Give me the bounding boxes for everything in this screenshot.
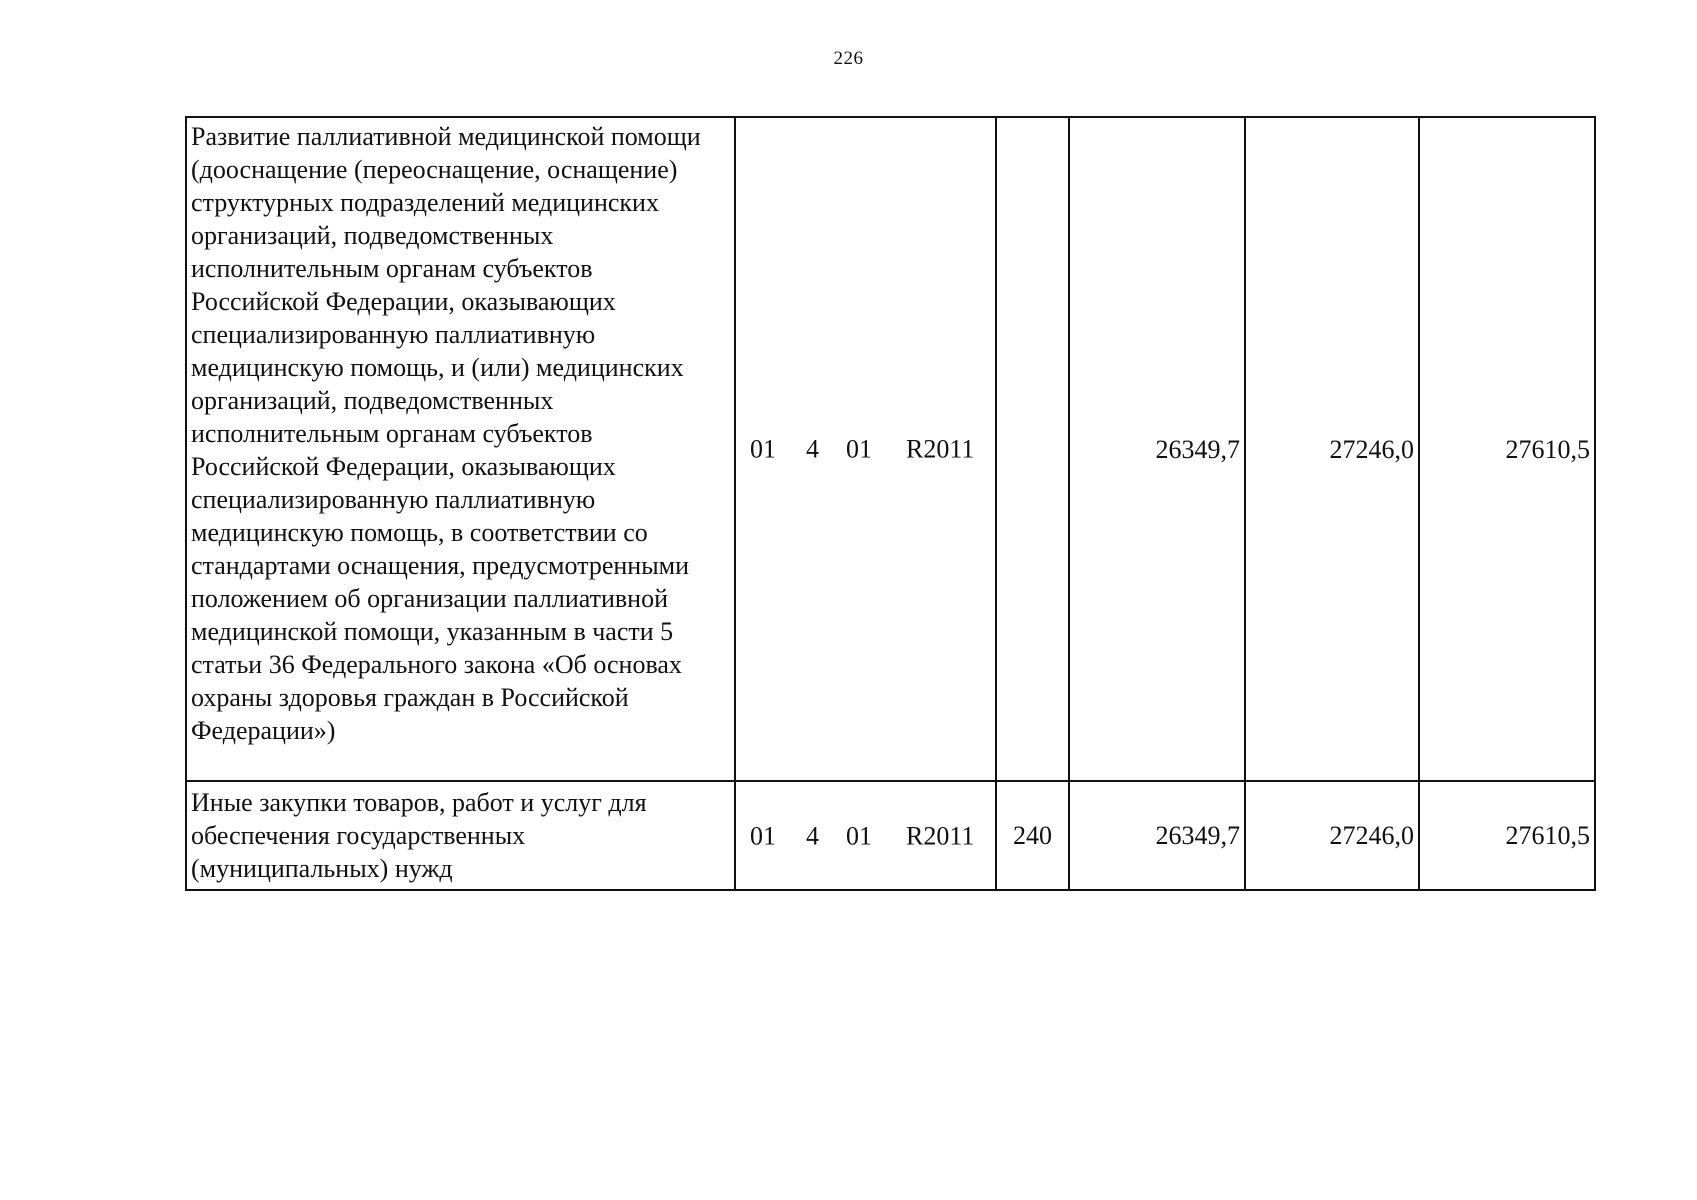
name-line: статьи 36 Федерального закона «Об основах bbox=[191, 650, 682, 679]
name-line: исполнительным органам субъектов bbox=[191, 254, 593, 283]
name-line: структурных подразделений медицинских bbox=[191, 188, 659, 217]
target-article-cell bbox=[735, 117, 996, 781]
direction-code: R2011 bbox=[906, 821, 975, 850]
table-row bbox=[186, 117, 1595, 781]
subprogram-code: 4 bbox=[806, 434, 819, 464]
target-article-cell bbox=[735, 781, 996, 890]
program-code: 01 bbox=[750, 821, 776, 850]
budget-table bbox=[185, 116, 1596, 891]
name-line: (дооснащение (переоснащение, оснащение) bbox=[191, 155, 678, 184]
name-line: стандартами оснащения, предусмотренными bbox=[191, 551, 690, 580]
name-line: Развитие паллиативной медицинской помощи bbox=[191, 122, 701, 151]
name-line: обеспечения государственных bbox=[191, 821, 526, 850]
row-name-cell bbox=[186, 117, 735, 781]
name-line: медицинскую помощь, в соответствии со bbox=[191, 518, 648, 547]
name-line: исполнительным органам субъектов bbox=[191, 419, 593, 448]
row-name-cell bbox=[186, 781, 735, 890]
main-event-code: 01 bbox=[846, 821, 872, 850]
subprogram-code: 4 bbox=[806, 821, 819, 850]
name-line: организаций, подведомственных bbox=[191, 386, 554, 415]
name-line: положением об организации паллиативной bbox=[191, 584, 668, 613]
expense-type-cell: 240 bbox=[996, 781, 1069, 890]
name-line: Российской Федерации, оказывающих bbox=[191, 452, 616, 481]
name-line: организаций, подведомственных bbox=[191, 221, 554, 250]
main-event-code: 01 bbox=[846, 434, 872, 464]
amount-1-cell: 26349,7 bbox=[1069, 117, 1245, 781]
name-line: медицинскую помощь, и (или) медицинских bbox=[191, 353, 684, 382]
name-line: специализированную паллиативную bbox=[191, 485, 596, 514]
name-line: медицинской помощи, указанным в части 5 bbox=[191, 617, 674, 646]
page-number: 226 bbox=[833, 48, 864, 69]
name-line: (муниципальных) нужд bbox=[191, 854, 453, 883]
direction-code: R2011 bbox=[906, 434, 975, 464]
table-row bbox=[186, 781, 1595, 890]
name-line: Федерации») bbox=[191, 716, 336, 745]
amount-1-cell: 26349,7 bbox=[1069, 781, 1245, 890]
expense-type-cell bbox=[996, 117, 1069, 781]
amount-2-cell: 27246,0 bbox=[1245, 781, 1419, 890]
name-line: специализированную паллиативную bbox=[191, 320, 596, 349]
name-line: Российской Федерации, оказывающих bbox=[191, 287, 616, 316]
amount-3-cell: 27610,5 bbox=[1419, 781, 1595, 890]
amount-3-cell: 27610,5 bbox=[1419, 117, 1595, 781]
name-line: Иные закупки товаров, работ и услуг для bbox=[191, 788, 647, 817]
program-code: 01 bbox=[750, 434, 776, 464]
name-line: охраны здоровья граждан в Российской bbox=[191, 683, 629, 712]
amount-2-cell: 27246,0 bbox=[1245, 117, 1419, 781]
